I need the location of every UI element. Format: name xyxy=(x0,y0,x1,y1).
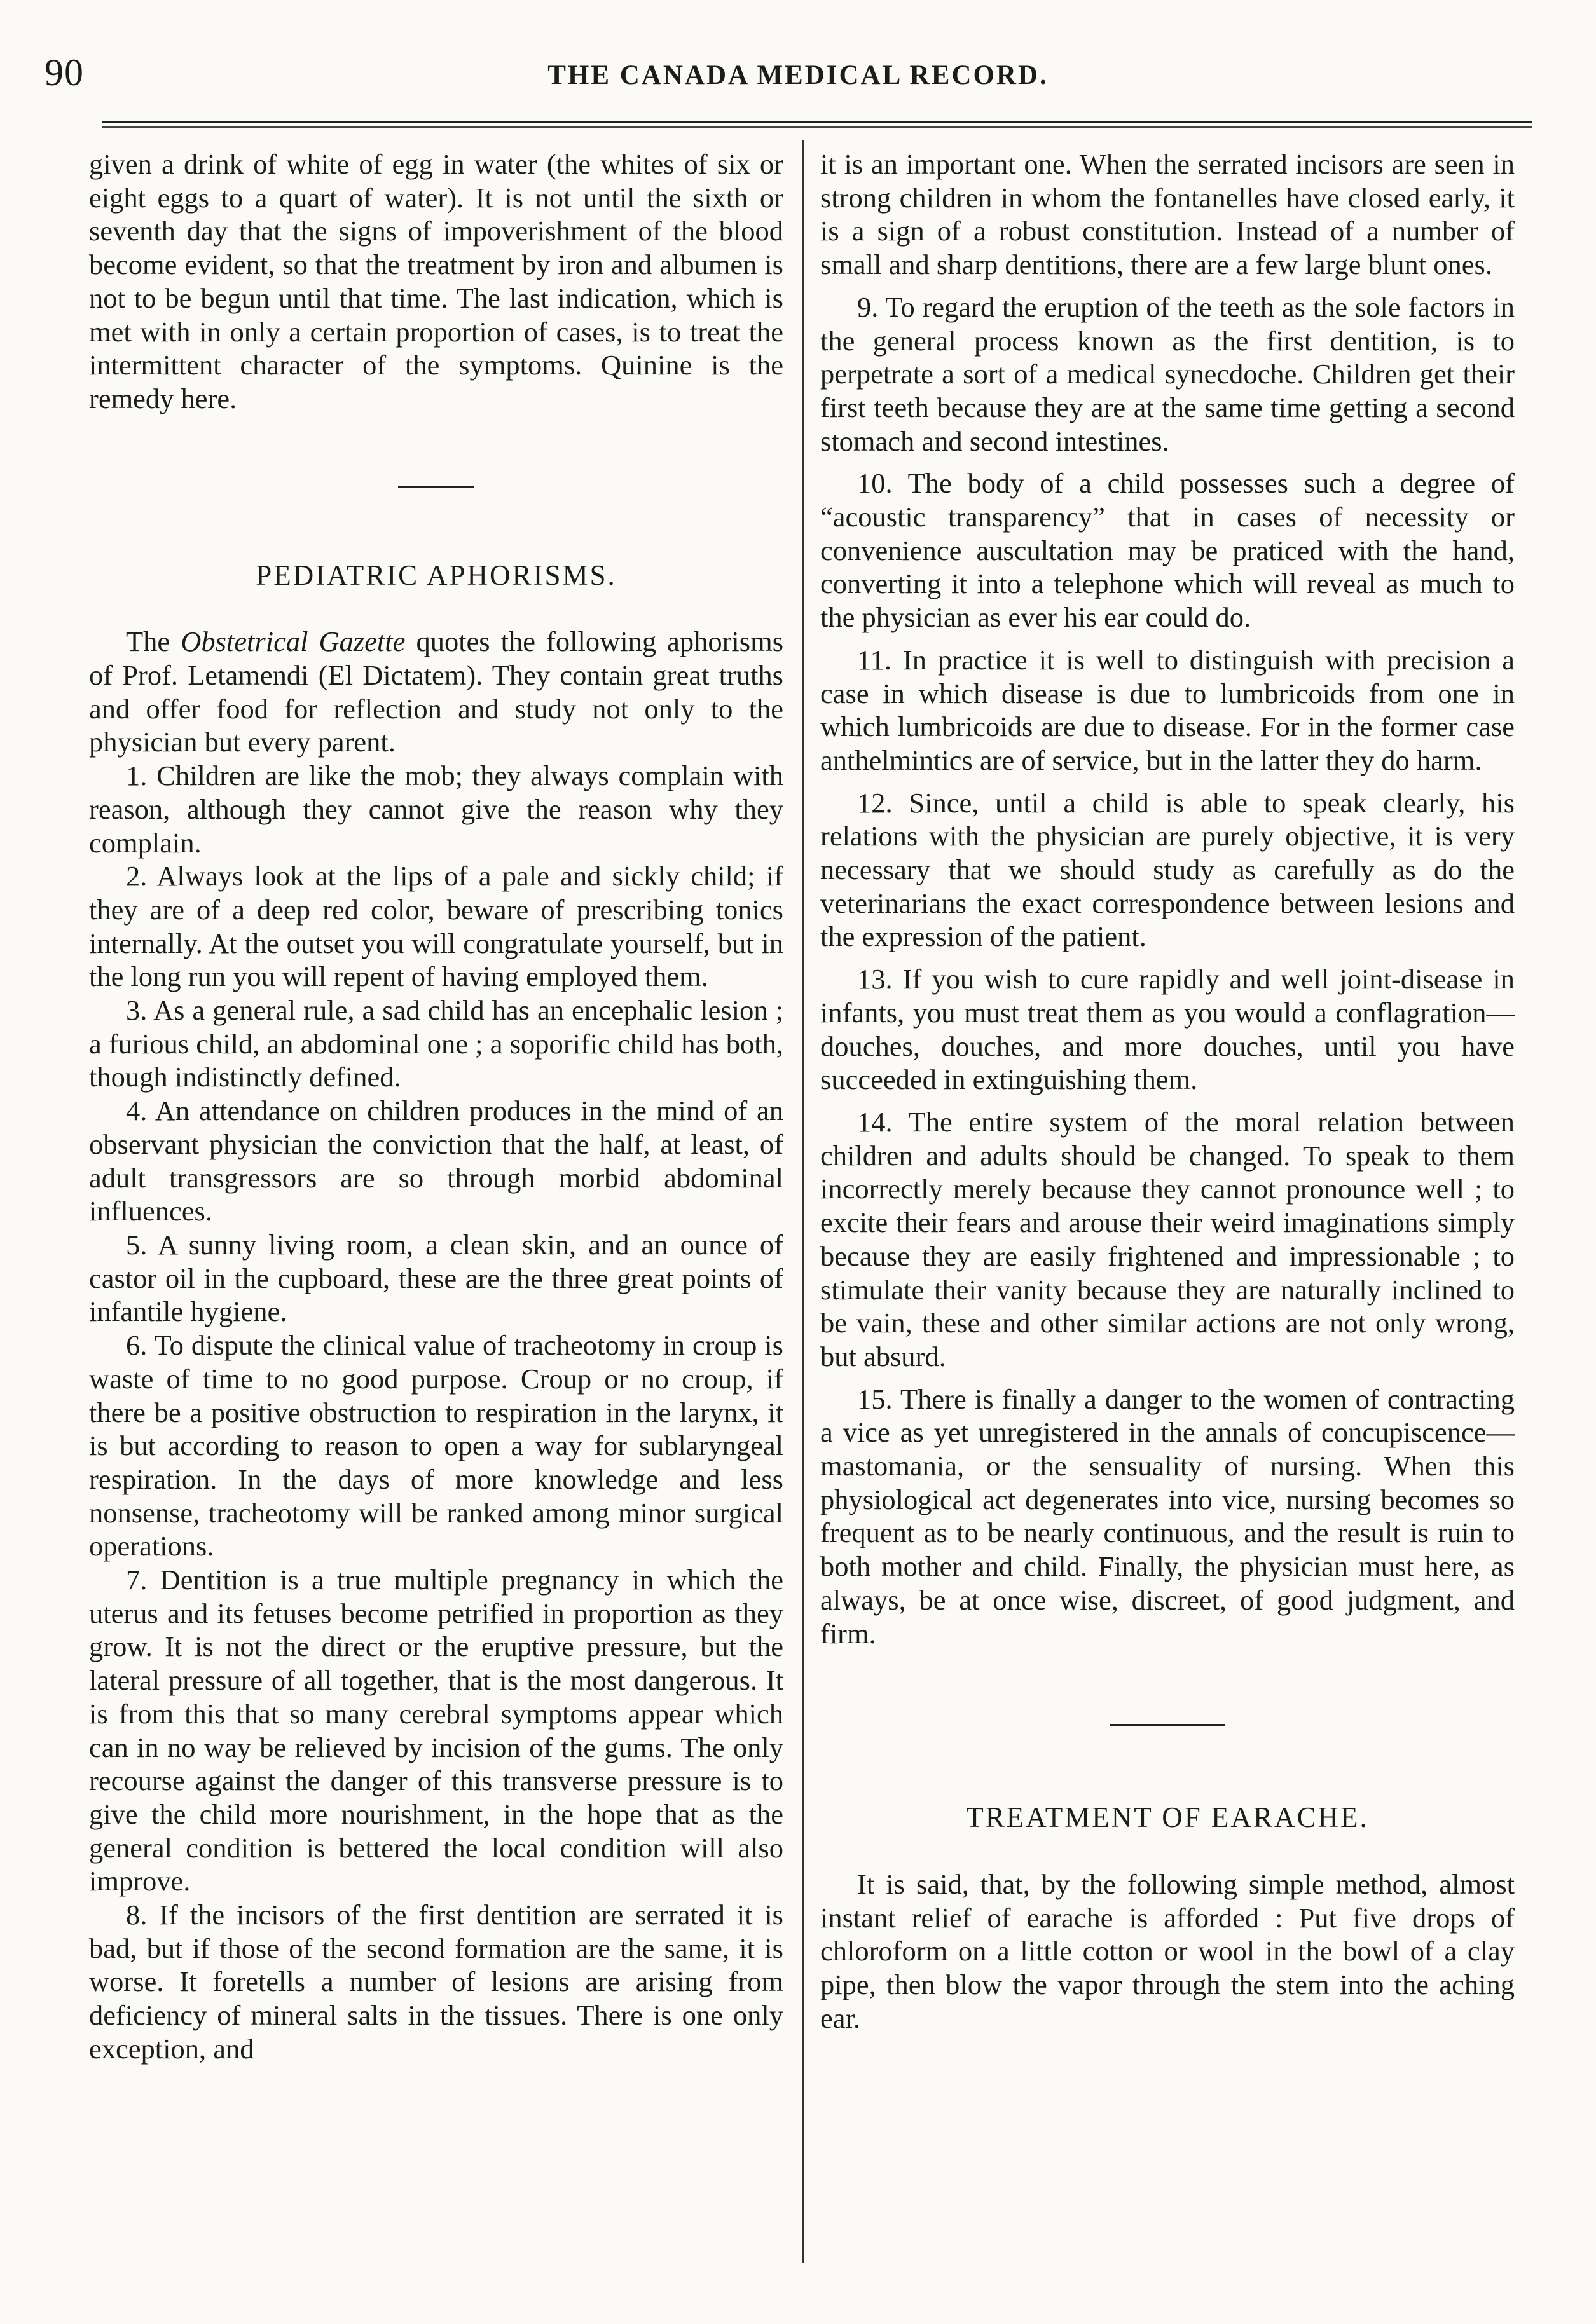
left-column xyxy=(89,147,783,2066)
right-column xyxy=(820,147,1515,2035)
aphorism-2: 2. Always look at the lips of a pale and sickly child; if they are of a deep red color, beware of prescribing tonics internally. At the outset you will congratulate yourself, but in the long run you will repent of having employed them. xyxy=(89,860,783,993)
aphorism-5: 5. A sunny living room, a clean skin, and an ounce of castor oil in the cupboard, these are the three great points of infantile hygiene. xyxy=(89,1228,783,1328)
intro-paragraph: given a drink of white of egg in water (the whites of six or eight eggs to a quart of water). It is not until the sixth or seventh day that the signs of impoverishment of the blood become evident, so that the treatment by iron and albumen is not to be begun until that time. The last indication, which is met with in only a certain proportion of cases, is to treat the intermittent character of the symptoms. Quinine is the remedy here. xyxy=(89,148,783,414)
aphorism-8-continued: it is an important one. When the serrated incisors are seen in strong children in whom the fontanelles have closed early, it is a sign of a robust constitution. Instead of a number of small and sharp dentitions, there are a few large blunt ones. xyxy=(820,148,1515,281)
aphorism-3: 3. As a general rule, a sad child has an encephalic lesion ; a furious child, an abdominal one ; a soporific child has both, though indistinctly defined. xyxy=(89,994,783,1093)
earache-paragraph: It is said, that, by the following simple method, almost instant relief of earache is afforded : Put five drops of chloroform on a little cotton or wool in the bowl of a clay pipe, then blow the vapor through the stem into the aching ear. xyxy=(820,1868,1515,2034)
running-title: THE CANADA MEDICAL RECORD. xyxy=(547,60,1049,90)
page-header xyxy=(45,50,1551,107)
header-rule xyxy=(102,121,1532,123)
section-title-pediatric-aphorisms: PEDIATRIC APHORISMS. xyxy=(256,559,617,591)
aphorism-10: 10. The body of a child possesses such a degree of “acoustic transparency” that in cases of necessity or convenience auscultation may be praticed with the hand, converting it into a telephone which will reveal as much to the physician as ever his ear could do. xyxy=(820,467,1515,634)
aphorism-9: 9. To regard the eruption of the teeth as the sole factors in the general process known as the first dentition, is to perpetrate a sort of a medical synecdoche. Children get their first teeth because they are at the same time getting a second stomach and second intestines. xyxy=(820,290,1515,457)
aphorism-8: 8. If the incisors of the first dentition are serrated it is bad, but if those of the second formation are the same, it is worse. It foretells a number of lesions are arising from deficiency of mineral salts in the tissues. There is one only exception, and xyxy=(89,1899,783,2065)
column-divider xyxy=(802,140,804,2263)
page-number: 90 xyxy=(45,51,84,93)
journal-title: Obstetrical Gazette xyxy=(181,625,406,658)
aphorism-6: 6. To dispute the clinical value of tracheotomy in croup is waste of time to no good purpose. Croup or no croup, if there be a positive obstruction to respiration in the larynx, it is but according to reason to open a way for sublaryngeal respiration. In the days of more knowledge and less nonsense, tracheotomy will be ranked among minor surgical operations. xyxy=(89,1329,783,1562)
aphorisms-intro xyxy=(89,625,783,759)
aphorism-15: 15. There is finally a danger to the women of contracting a vice as yet unregistered in the annals of concupiscence—mastomania, or the sensuality of nursing. When this physiological act degenerates into vice, nursing becomes so frequent as to be nearly continuous, and the result is ruin to both mother and child. Finally, the physician must here, as always, be at once wise, discreet, of good judgment, and firm. xyxy=(820,1383,1515,1650)
lead-the: The xyxy=(126,625,170,658)
aphorism-7: 7. Dentition is a true multiple pregnancy in which the uterus and its fetuses become petrified in proportion as they grow. It is not the direct or the eruptive pressure, but the lateral pressure of all together, that is the most dangerous. It is from this that so many cerebral symptoms appear which can in no way be relieved by incision of the gums. The only recourse against the danger of this transverse pressure is to give the child more nourishment, in the hope that as the general condition is bettered the local condition will also improve. xyxy=(89,1564,783,1897)
aphorism-1: 1. Children are like the mob; they always complain with reason, although they cannot give the reason why they complain. xyxy=(89,760,783,859)
aphorism-4: 4. An attendance on children produces in the mind of an observant physician the conviction that the half, at least, of adult transgressors are so through morbid abdominal influences. xyxy=(89,1095,783,1227)
aphorism-13: 13. If you wish to cure rapidly and well joint-disease in infants, you must treat them as you would a conflagration—douches, douches, and more douches, until you have succeeded in extinguishing them. xyxy=(820,963,1515,1096)
aphorism-11: 11. In practice it is well to distinguish with precision a case in which disease is due to lumbricoids from one in which lumbricoids are due to disease. For in the former case anthelmintics are of service, but in the latter they do harm. xyxy=(820,643,1515,776)
aphorism-12: 12. Since, until a child is able to speak clearly, his relations with the physician are purely objective, it is very necessary that we should study as carefully as do the veterinarians the exact correspondence between lesions and the expression of the patient. xyxy=(820,786,1515,953)
section-separator xyxy=(1110,1724,1225,1726)
lead-rest: quotes the following aphorisms of Prof. Letamendi (El Dictatem). They contain great truths and offer food for reflection and study not only to the physician but every parent. xyxy=(89,625,784,758)
section-separator xyxy=(398,486,474,488)
aphorism-14: 14. The entire system of the moral relation between children and adults should be changed. To speak to them incorrectly merely because they cannot pronounce well ; to excite their fears and arouse their weird imaginations simply because they are easily frightened and impressionable ; to stimulate their vanity because they are naturally inclined to be vain, these and other similar actions are not only wrong, but absurd. xyxy=(820,1105,1515,1372)
section-title-earache: TREATMENT OF EARACHE. xyxy=(966,1801,1369,1834)
header-rule-thin xyxy=(102,126,1532,128)
